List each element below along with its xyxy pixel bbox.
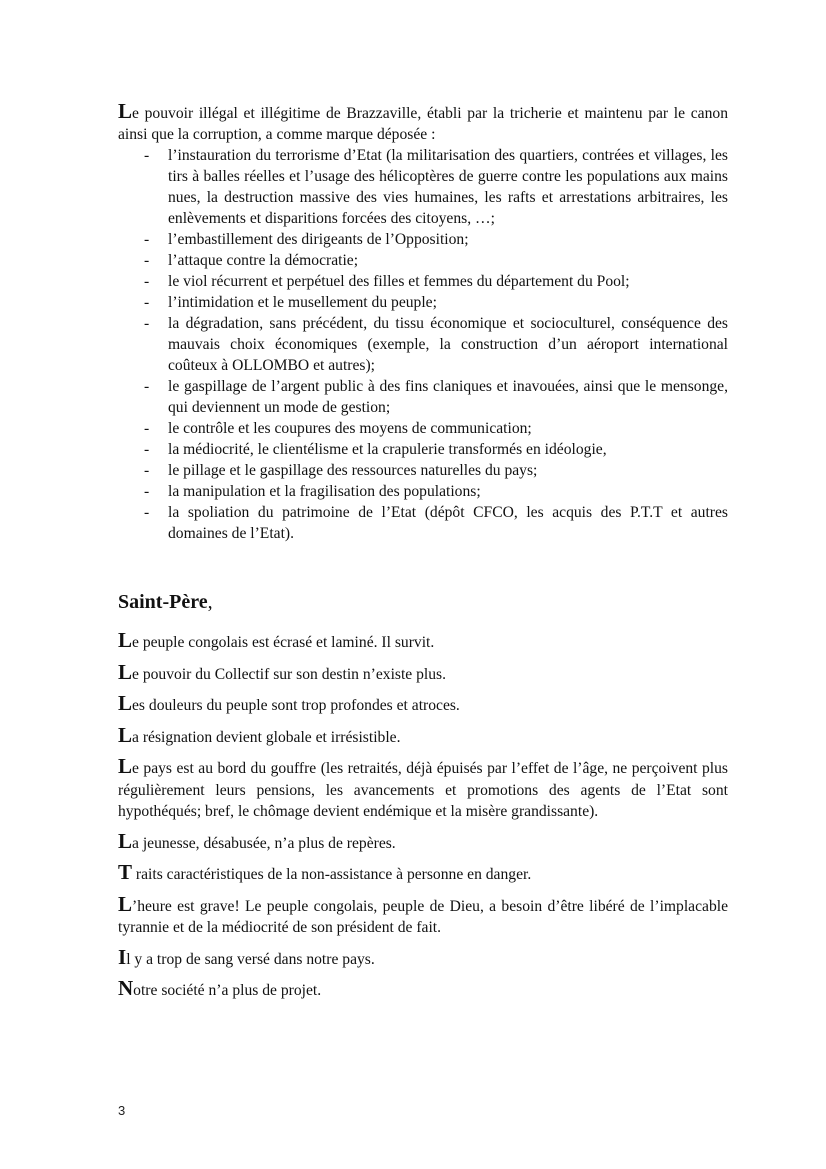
body-paragraph <box>118 693 728 717</box>
paragraph-text: e pouvoir du Collectif sur son destin n’existe plus. <box>132 665 447 683</box>
salutation-title: Saint-Père <box>118 591 208 613</box>
body-paragraph <box>118 828 728 855</box>
list-item: - la dégradation, sans précédent, du tissu économique et socioculturel, conséquence des mauvais choix économiques (exemple, la construction d’un aéroport international coûteux à OLLOMBO et autres); <box>168 313 728 376</box>
list-item: - l’embastillement des dirigeants de l’Opposition; <box>168 229 728 250</box>
dropcap: L <box>118 891 133 916</box>
page-number: 3 <box>118 1103 126 1118</box>
paragraph-text: l y a trop de sang versé dans notre pays. <box>126 950 375 968</box>
dropcap: N <box>118 976 134 1000</box>
dropcap: L <box>118 628 133 652</box>
paragraph-text: otre société n’a plus de projet. <box>133 982 322 999</box>
body-paragraphs <box>118 630 728 1002</box>
dropcap: L <box>118 691 133 715</box>
body-paragraph <box>118 722 728 749</box>
salutation-heading <box>118 588 728 616</box>
list-item: - l’attaque contre la démocratie; <box>168 250 728 271</box>
dropcap: L <box>118 99 133 123</box>
paragraph-text: a résignation devient globale et irrésistible. <box>132 728 401 746</box>
list-item: - l’intimidation et le musellement du peuple; <box>168 292 728 313</box>
list-item: - le contrôle et les coupures des moyens de communication; <box>168 418 728 439</box>
salutation-punctuation: , <box>207 591 213 613</box>
list-item: - la spoliation du patrimoine de l’Etat (dépôt CFCO, les acquis des P.T.T et autres domaines de l’Etat). <box>168 502 728 544</box>
paragraph-text: e peuple congolais est écrasé et laminé. Il survit. <box>132 634 435 651</box>
body-paragraph <box>118 659 728 686</box>
body-paragraph <box>118 891 728 939</box>
paragraph-text: raits caractéristiques de la non-assistance à personne en danger. <box>132 866 532 883</box>
dropcap: L <box>118 828 133 853</box>
body-paragraph <box>118 630 728 654</box>
paragraph-text: ’heure est grave! Le peuple congolais, peuple de Dieu, a besoin d’être libéré de l’implacable tyrannie et de la médiocrité de son président de fait. <box>118 897 728 936</box>
body-paragraph <box>118 862 728 886</box>
list-item: - la médiocrité, le clientélisme et la crapulerie transformés en idéologie, <box>168 439 728 460</box>
body-paragraph <box>118 944 728 971</box>
dropcap: L <box>118 659 133 684</box>
paragraph-text: es douleurs du peuple sont trop profondes et atroces. <box>132 697 460 714</box>
dropcap: I <box>118 944 127 969</box>
body-paragraph <box>118 756 728 823</box>
list-item: - le viol récurrent et perpétuel des filles et femmes du département du Pool; <box>168 271 728 292</box>
dropcap: L <box>118 722 133 747</box>
paragraph-text: e pays est au bord du gouffre (les retraités, déjà épuisés par l’effet de l’âge, ne perçoivent plus régulièrement leurs pensions, les avancements et promotions des agents de l’Etat sont hypothéqués; bref, le chômage devient endémique et la misère grandissante). <box>118 760 728 820</box>
list-item: - la manipulation et la fragilisation des populations; <box>168 481 728 502</box>
dropcap: L <box>118 754 133 778</box>
dropcap: T <box>118 860 133 884</box>
paragraph-text: e pouvoir illégal et illégitime de Brazzaville, établi par la tricherie et maintenu par le canon ainsi que la corruption, a comme marque déposée : <box>118 105 728 143</box>
body-paragraph <box>118 978 728 1002</box>
page-content <box>118 101 728 1010</box>
intro-paragraph <box>118 101 728 145</box>
paragraph-text: a jeunesse, désabusée, n’a plus de repères. <box>132 834 396 852</box>
list-item: - le pillage et le gaspillage des ressources naturelles du pays; <box>168 460 728 481</box>
grievance-list <box>118 145 728 544</box>
list-item: - l’instauration du terrorisme d’Etat (la militarisation des quartiers, contrées et villages, les tirs à balles réelles et l’usage des hélicoptères de guerre contre les populations aux mains nues, la destruction massive des vies humaines, les rafts et arrestations arbitraires, les enlèvements et disparitions forcées des citoyens, …; <box>168 145 728 229</box>
list-item: - le gaspillage de l’argent public à des fins claniques et inavouées, ainsi que le mensonge, qui deviennent un mode de gestion; <box>168 376 728 418</box>
